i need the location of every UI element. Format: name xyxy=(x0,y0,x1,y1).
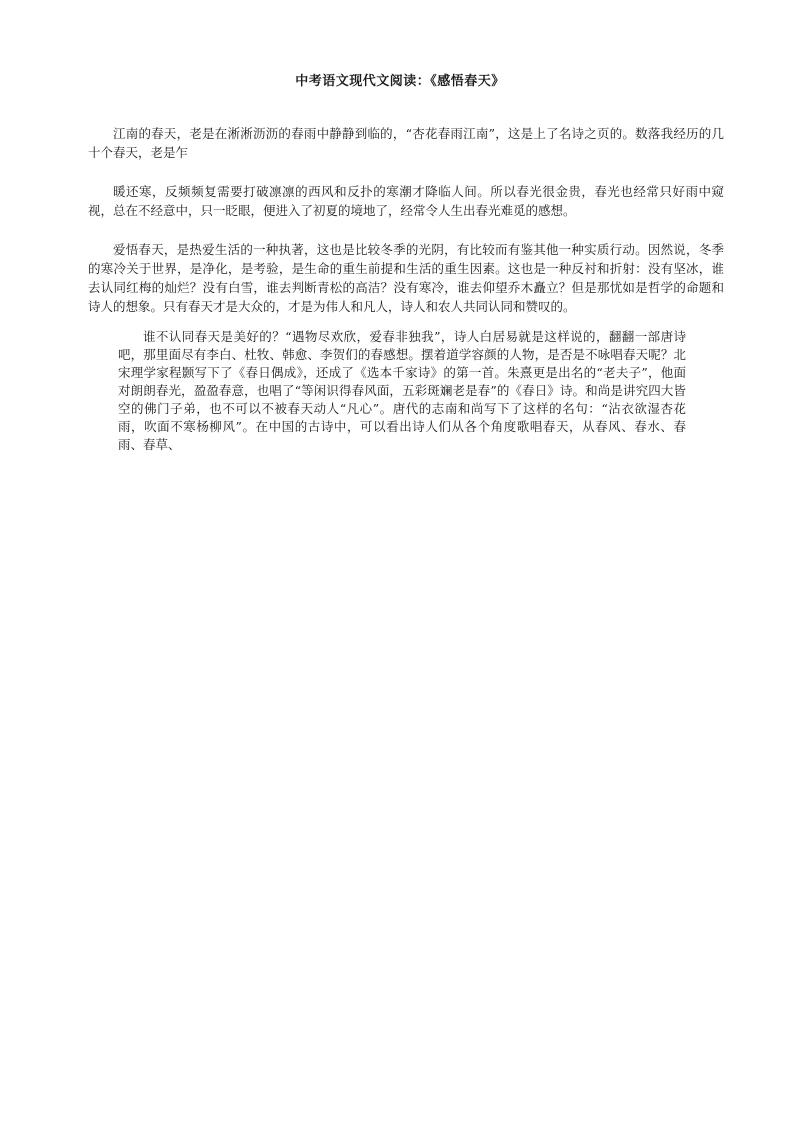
paragraph-4: 谁不认同春天是美好的？“遇物尽欢欣，爱春非独我”，诗人白居易就是这样说的，翻翻一部唐诗吧，那里面尽有李白、杜牧、韩愈、李贺们的春感想。摆着道学容颜的人物，是否是不咏唱春天呢？北宋理学家程颢写下了《春日偶成》，还成了《选本千家诗》的第一首。朱熹更是出名的“老夫子”，他面对朗朗春光，盈盈春意，也唱了“等闲识得春风面，五彩斑斓老是春”的《春日》诗。和尚是讲究四大皆空的佛门子弟，也不可以不被春天动人“凡心”。唐代的志南和尚写下了这样的名句：“沾衣欲湿杏花雨，吹面不寒杨柳风”。在中国的古诗中，可以看出诗人们从各个角度歌唱春天，从春风、春水、春雨、春草、 xyxy=(118,329,686,452)
paragraph-1: 江南的春天，老是在淅淅沥沥的春雨中静静到临的，“杏花春雨江南”，这是上了名诗之页的。数落我经历的几十个春天，老是乍 xyxy=(88,126,724,160)
paragraph-3: 爱悟春天，是热爱生活的一种执著，这也是比较冬季的光阴，有比较而有鉴其他一种实质行动。因然说，冬季的寒冷关于世界，是净化，是考验，是生命的重生前提和生活的重生因素。这也是一种反衬和折射：没有坚冰，谁去认同红梅的灿烂？没有白雪，谁去判断青松的高洁？没有寒冷，谁去仰望乔木矗立？但是那忧如是哲学的命题和诗人的想象。只有春天才是大众的，才是为伟人和凡人，诗人和农人共同认同和赞叹的。 xyxy=(88,242,724,314)
paragraph-2: 暖还寒，反频频复需要打破凛凛的西风和反扑的寒潮才降临人间。所以春光很金贵，春光也经常只好雨中窥视，总在不经意中，只一眨眼，便进入了初夏的境地了，经常令人生出春光难觅的感想。 xyxy=(88,184,724,218)
document-title: 中考语文现代文阅读：《感悟春天》 xyxy=(295,74,505,89)
